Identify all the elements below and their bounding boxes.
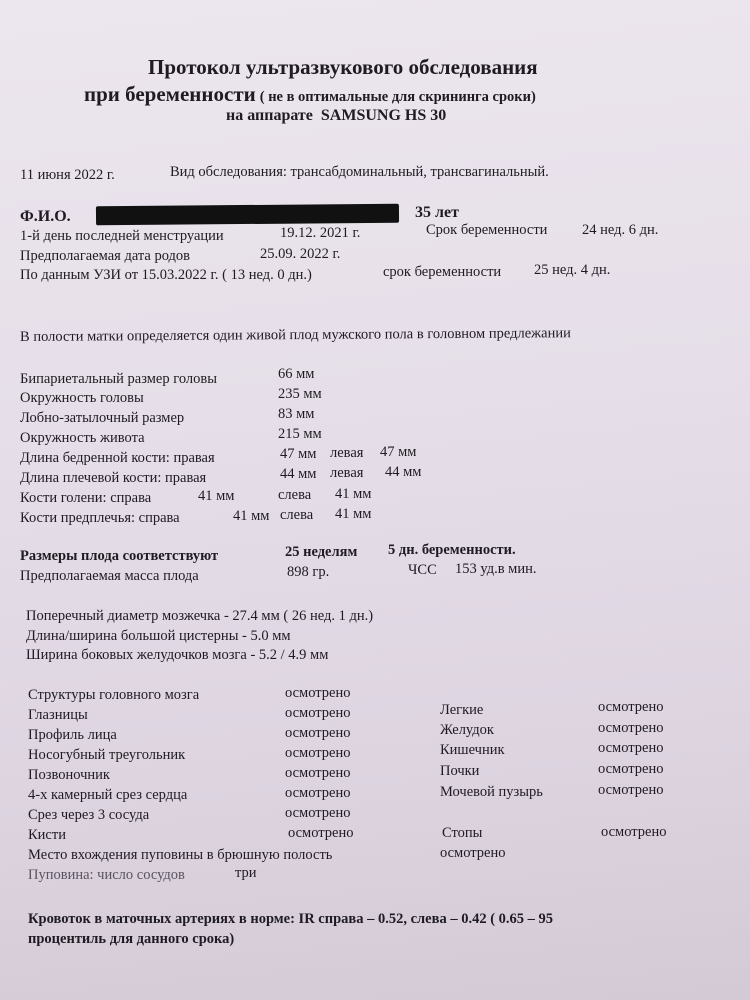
us-ga-value: 25 нед. 4 дн.	[534, 262, 611, 278]
ofd-label: Лобно-затылочный размер	[20, 410, 185, 426]
structure-hands-status: осмотрено	[288, 825, 354, 841]
structure-bladder-status: осмотрено	[598, 782, 664, 798]
structure-three-vessel-status: осмотрено	[285, 805, 351, 821]
structure-four-chamber-status: осмотрено	[285, 785, 351, 801]
structure-kidneys-status: осмотрено	[598, 761, 664, 777]
femur-left: 47 мм	[380, 444, 417, 460]
device-name: SAMSUNG HS 30	[320, 107, 447, 124]
hr-label: ЧСС	[408, 562, 437, 578]
cord-vessels-value: три	[235, 865, 257, 881]
structure-hands: Кисти	[28, 827, 66, 843]
structure-bowel: Кишечник	[440, 742, 505, 758]
patient-age: 35 лет	[415, 204, 459, 221]
structure-stomach: Желудок	[440, 722, 494, 738]
forearm-label: Кости предплечья: справа	[20, 510, 180, 526]
structure-feet-status: осмотрено	[601, 824, 667, 840]
document-title-line2	[84, 84, 536, 105]
femur-left-label: левая	[330, 445, 364, 461]
structure-orbits: Глазницы	[28, 707, 88, 723]
cerebellum: Поперечный диаметр мозжечка - 27.4 мм ( 26 нед. 1 дн.)	[26, 608, 374, 624]
redacted-name	[96, 204, 399, 226]
structure-cord-insertion: Место вхождения пуповины в брюшную полость	[28, 847, 333, 863]
structure-nasolabial-status: осмотрено	[285, 745, 351, 761]
structure-profile: Профиль лица	[28, 727, 117, 743]
tibia-label: Кости голени: справа	[20, 490, 152, 506]
structure-bladder: Мочевой пузырь	[440, 784, 543, 800]
device-line	[226, 108, 446, 124]
humerus-left: 44 мм	[385, 464, 422, 480]
exam-type: Вид обследования: трансабдоминальный, трансвагинальный.	[170, 164, 549, 180]
tibia-left-label: слева	[278, 487, 312, 503]
hc-value: 235 мм	[278, 386, 322, 402]
structure-orbits-status: осмотрено	[285, 705, 351, 721]
structure-spine: Позвоночник	[28, 767, 110, 783]
femur-right: 47 мм	[280, 446, 317, 462]
lateral-ventricles: Ширина боковых желудочков мозга - 5.2 / 4.9 мм	[26, 647, 329, 663]
size-weeks: 25 неделям	[285, 544, 358, 560]
humerus-left-label: левая	[330, 465, 364, 481]
cord-vessels-label: Пуповина: число сосудов	[28, 867, 185, 883]
structure-spine-status: осмотрено	[285, 765, 351, 781]
ga-value: 24 нед. 6 дн.	[582, 222, 659, 238]
edd-label: Предполагаемая дата родов	[20, 248, 191, 264]
structure-stomach-status: осмотрено	[598, 720, 664, 736]
hr-value: 153 уд.в мин.	[455, 561, 537, 577]
fio-label: Ф.И.О.	[20, 208, 71, 225]
document-title: Протокол ультразвукового обследования	[148, 55, 538, 79]
size-days: 5 дн. беременности.	[388, 542, 516, 558]
us-label: По данным УЗИ от 15.03.2022 г. ( 13 нед. 0 дн.)	[20, 267, 312, 283]
hc-label: Окружность головы	[20, 390, 144, 406]
structure-three-vessel: Срез через 3 сосуда	[28, 807, 150, 823]
size-label: Размеры плода соответствуют	[20, 548, 219, 564]
structure-cord-insertion-status: осмотрено	[440, 845, 506, 861]
tibia-right: 41 мм	[198, 488, 235, 504]
weight-label: Предполагаемая масса плода	[20, 568, 199, 584]
structure-feet: Стопы	[442, 825, 483, 841]
structure-bowel-status: осмотрено	[598, 740, 664, 756]
forearm-right: 41 мм	[233, 508, 270, 524]
forearm-left: 41 мм	[335, 506, 372, 522]
ac-label: Окружность живота	[20, 430, 145, 446]
femur-label: Длина бедренной кости: правая	[20, 450, 215, 466]
structure-kidneys: Почки	[440, 763, 480, 779]
structure-lungs: Легкие	[440, 702, 484, 718]
lmp-value: 19.12. 2021 г.	[280, 225, 361, 241]
ac-value: 215 мм	[278, 426, 322, 442]
tibia-left: 41 мм	[335, 486, 372, 502]
bpd-value: 66 мм	[278, 366, 315, 382]
structure-profile-status: осмотрено	[285, 725, 351, 741]
structure-brain: Структуры головного мозга	[28, 687, 200, 703]
ofd-value: 83 мм	[278, 406, 315, 422]
structure-four-chamber: 4-х камерный срез сердца	[28, 787, 188, 803]
uterus-description: В полости матки определяется один живой плод мужского пола в головном предлежании	[19, 325, 571, 345]
title-line2-paren: ( не в оптимальные для скрининга сроки)	[259, 89, 536, 105]
edd-value: 25.09. 2022 г.	[260, 246, 341, 262]
humerus-label: Длина плечевой кости: правая	[20, 470, 207, 486]
weight-value: 898 гр.	[287, 564, 330, 580]
title-line2-main: при беременности	[84, 82, 256, 106]
structure-nasolabial: Носогубный треугольник	[28, 747, 186, 763]
uterine-flow-line1: Кровоток в маточных артериях в норме: IR справа – 0.52, слева – 0.42 ( 0.65 – 95	[28, 911, 554, 927]
humerus-right: 44 мм	[280, 466, 317, 482]
exam-date: 11 июня 2022 г.	[20, 167, 115, 183]
cisterna-magna: Длина/ширина большой цистерны - 5.0 мм	[26, 628, 291, 644]
uterine-flow-line2: процентиль для данного срока)	[28, 931, 235, 947]
bpd-label: Бипариетальный размер головы	[20, 371, 217, 387]
forearm-left-label: слева	[280, 507, 314, 523]
ga-label: Срок беременности	[426, 222, 548, 238]
structure-lungs-status: осмотрено	[598, 699, 664, 715]
device-prefix: на аппарате	[226, 107, 313, 124]
lmp-label: 1-й день последней менструации	[20, 228, 224, 244]
us-ga-label: срок беременности	[383, 264, 502, 280]
structure-brain-status: осмотрено	[285, 685, 351, 701]
